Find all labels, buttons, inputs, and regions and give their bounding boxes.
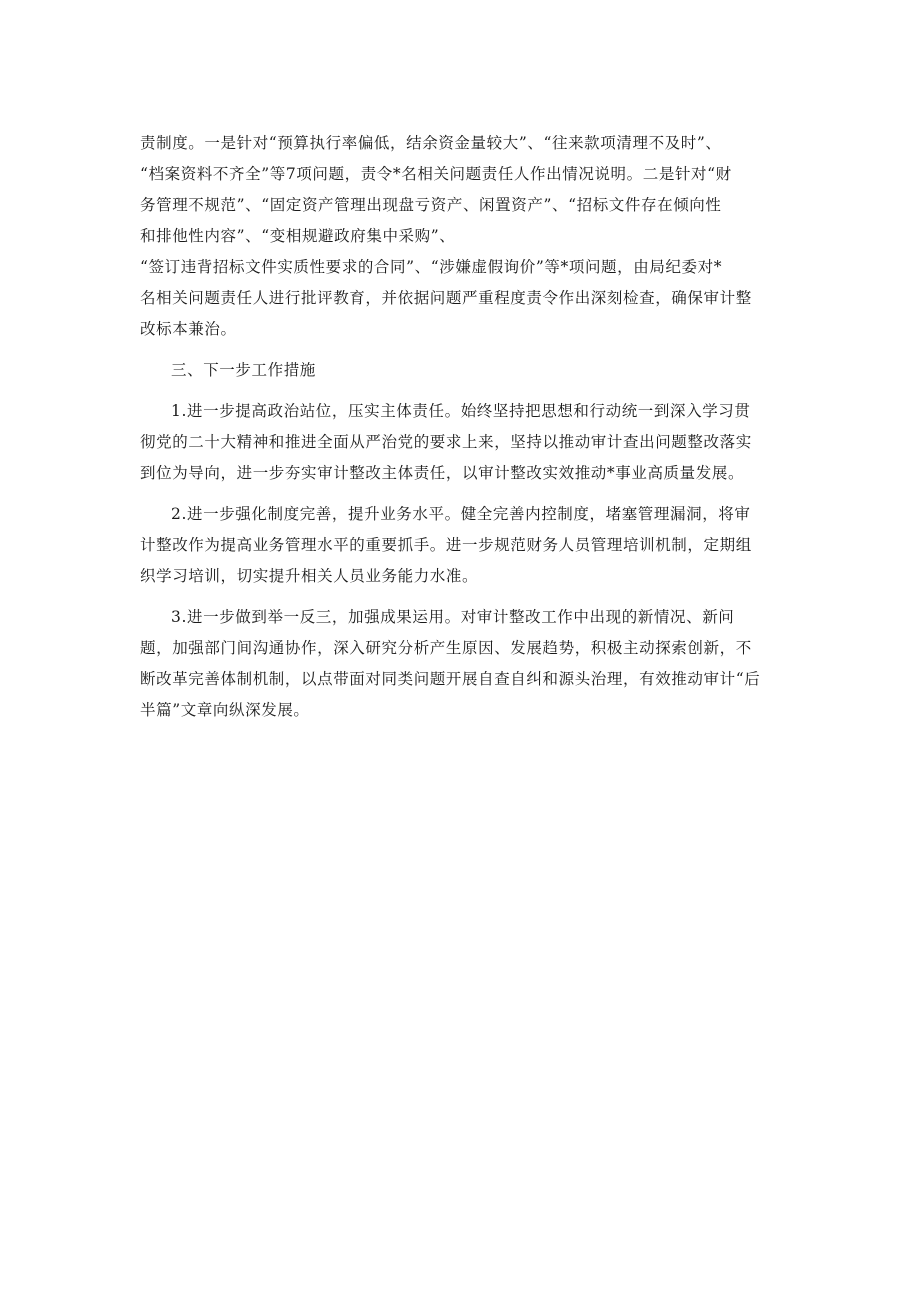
text-line: 织学习培训，切实提升相关人员业务能力水准。	[140, 567, 479, 585]
text-line: 断改革完善体制机制，以点带面对同类问题开展自查自纠和源头治理，有效推动审计“后	[140, 670, 761, 688]
text-line: 1.进一步提高政治站位，压实主体责任。始终坚持把思想和行动统一到深入学习贯	[171, 402, 751, 420]
measure-item-3	[140, 602, 788, 726]
text-line: 计整改作为提高业务管理水平的重要抓手。进一步规范财务人员管理培训机制，定期组	[140, 536, 752, 554]
text-line: 彻党的二十大精神和推进全面从严治党的要求上来，坚持以推动审计查出问题整改落实	[140, 433, 752, 451]
text-line: 名相关问题责任人进行批评教育，并依据问题严重程度责令作出深刻检查，确保审计整	[140, 289, 752, 307]
text-line: 半篇”文章向纵深发展。	[140, 701, 310, 719]
text-line: “档案资料不齐全”等7项问题，责令*名相关问题责任人作出情况说明。二是针对“财	[140, 165, 732, 183]
paragraph-accountability	[140, 128, 788, 345]
text-line: 3.进一步做到举一反三，加强成果运用。对审计整改工作中出现的新情况、新问	[171, 608, 735, 626]
section-heading-text: 三、下一步工作措施	[171, 361, 316, 379]
text-line: 改标本兼治。	[140, 320, 237, 338]
text-line: “签订违背招标文件实质性要求的合同”、“涉嫌虚假询价”等*项问题，由局纪委对*	[140, 258, 723, 276]
text-line: 务管理不规范”、“固定资产管理出现盘亏资产、闲置资产”、“招标文件存在倾向性	[140, 196, 722, 214]
measure-item-1	[140, 396, 788, 489]
text-line: 题，加强部门间沟通协作，深入研究分析产生原因、发展趋势，积极主动探索创新，不	[140, 639, 752, 657]
document-body	[140, 128, 788, 726]
section-heading-next-steps	[140, 355, 788, 386]
text-line: 2.进一步强化制度完善，提升业务水平。健全完善内控制度，堵塞管理漏洞，将审	[171, 505, 751, 523]
measure-item-2	[140, 499, 788, 592]
text-line: 责制度。一是针对“预算执行率偏低，结余资金量较大”、“往来款项清理不及时”、	[140, 134, 722, 152]
text-line: 和排他性内容”、“变相规避政府集中采购”、	[140, 227, 456, 245]
text-line: 到位为导向，进一步夯实审计整改主体责任，以审计整改实效推动*事业高质量发展。	[140, 464, 745, 482]
